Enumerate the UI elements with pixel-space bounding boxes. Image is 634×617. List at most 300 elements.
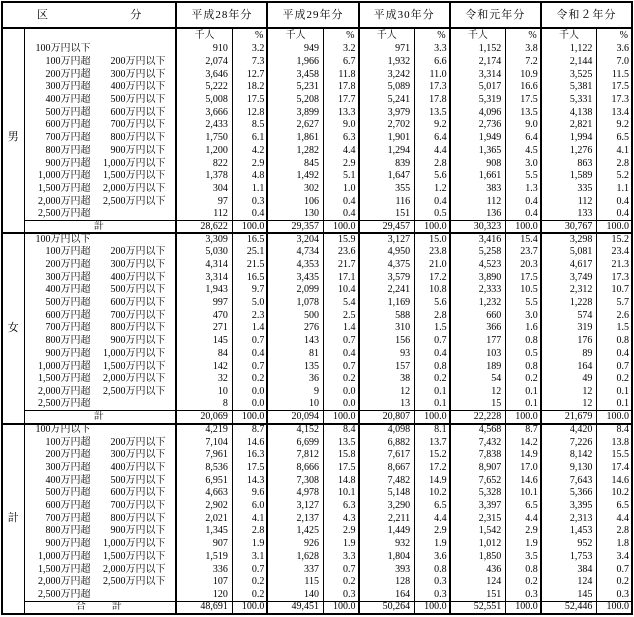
- percent-header: %: [506, 28, 541, 43]
- total-count-cell: 28,622: [176, 221, 232, 234]
- count-cell: 2,736: [450, 119, 506, 132]
- percent-cell: 17.3: [597, 94, 632, 107]
- count-cell: 574: [541, 309, 597, 322]
- percent-cell: 6.1: [232, 132, 267, 145]
- percent-cell: 10.8: [415, 284, 450, 297]
- percent-cell: 0.3: [597, 589, 632, 602]
- bracket-lower: 700万円超: [45, 512, 91, 524]
- count-cell: 7,432: [450, 436, 506, 449]
- percent-cell: 0.7: [597, 360, 632, 373]
- count-cell: 1,378: [176, 170, 232, 183]
- percent-cell: 1.4: [323, 322, 358, 335]
- percent-cell: 0.7: [415, 335, 450, 348]
- count-cell: 189: [450, 360, 506, 373]
- income-bracket-label: [24, 589, 176, 602]
- income-bracket-label: [24, 246, 176, 259]
- count-cell: 5,208: [267, 94, 323, 107]
- percent-cell: 15.5: [597, 449, 632, 462]
- count-cell: 1,661: [450, 170, 506, 183]
- count-cell: 1,012: [450, 538, 506, 551]
- percent-cell: 21.7: [323, 259, 358, 272]
- count-cell: 3,314: [450, 68, 506, 81]
- percent-cell: 9.2: [415, 119, 450, 132]
- subheader-row: [2, 28, 632, 43]
- count-cell: 588: [359, 309, 415, 322]
- percent-cell: 1.9: [323, 538, 358, 551]
- percent-cell: 1.9: [232, 538, 267, 551]
- count-cell: 1,901: [359, 132, 415, 145]
- count-cell: 7,308: [267, 474, 323, 487]
- table-row: [2, 538, 632, 551]
- count-cell: 3,290: [359, 500, 415, 513]
- percent-cell: 2.8: [415, 309, 450, 322]
- bracket-upper: 1,000万円以下: [103, 538, 166, 550]
- percent-cell: 0.0: [232, 386, 267, 399]
- count-cell: 7,652: [450, 474, 506, 487]
- count-cell: 926: [267, 538, 323, 551]
- bracket-lower: 600万円超: [45, 500, 91, 512]
- percent-header: %: [415, 28, 450, 43]
- percent-cell: 0.7: [323, 360, 358, 373]
- percent-cell: 12.7: [232, 68, 267, 81]
- percent-cell: 5.6: [415, 297, 450, 310]
- percent-cell: 0.8: [597, 335, 632, 348]
- percent-header: %: [323, 28, 358, 43]
- gender-label: 計: [2, 424, 24, 614]
- percent-cell: 2.9: [506, 525, 541, 538]
- bracket-lower: 200万円超: [45, 449, 91, 461]
- percent-cell: 8.4: [597, 424, 632, 437]
- count-cell: 5,319: [450, 94, 506, 107]
- income-bracket-label: [24, 233, 176, 246]
- count-cell: 124: [450, 576, 506, 589]
- count-cell: 2,099: [267, 284, 323, 297]
- total-percent-cell: 100.0: [415, 411, 450, 424]
- count-cell: 304: [176, 183, 232, 196]
- count-cell: 5,366: [541, 487, 597, 500]
- percent-cell: 2.9: [232, 157, 267, 170]
- count-cell: 12: [541, 386, 597, 399]
- table-row: [2, 183, 632, 196]
- percent-cell: 21.0: [415, 259, 450, 272]
- bracket-lower: 500万円超: [45, 297, 91, 309]
- percent-cell: 0.7: [232, 563, 267, 576]
- bracket-upper: 500万円以下: [110, 474, 166, 486]
- count-cell: 12: [359, 386, 415, 399]
- count-cell: 5,381: [541, 81, 597, 94]
- count-cell: 5,331: [541, 94, 597, 107]
- percent-cell: 5.4: [323, 297, 358, 310]
- count-cell: 1,294: [359, 145, 415, 158]
- count-cell: 1,850: [450, 551, 506, 564]
- corner-label-right: 分: [130, 8, 142, 21]
- total-count-cell: 22,228: [450, 411, 506, 424]
- table-row: [2, 474, 632, 487]
- percent-cell: 0.4: [506, 208, 541, 221]
- count-cell: 157: [359, 360, 415, 373]
- percent-cell: 4.4: [323, 145, 358, 158]
- count-cell: 84: [176, 348, 232, 361]
- total-count-cell: 29,357: [267, 221, 323, 234]
- count-cell: 5,328: [450, 487, 506, 500]
- percent-cell: 17.5: [597, 81, 632, 94]
- percent-cell: 0.4: [597, 208, 632, 221]
- count-cell: 7,838: [450, 449, 506, 462]
- percent-cell: 7.2: [506, 56, 541, 69]
- count-cell: 89: [541, 348, 597, 361]
- bracket-lower: 200万円超: [45, 68, 91, 80]
- bracket-upper: 700万円以下: [110, 309, 166, 321]
- count-cell: 130: [267, 208, 323, 221]
- percent-cell: 21.5: [232, 259, 267, 272]
- count-cell: 2,312: [541, 284, 597, 297]
- percent-cell: 17.7: [323, 94, 358, 107]
- count-cell: 1,449: [359, 525, 415, 538]
- percent-cell: 0.5: [506, 348, 541, 361]
- corner-label-left: 区: [37, 8, 48, 21]
- bracket-upper: 2,500万円以下: [103, 195, 166, 207]
- count-cell: 2,433: [176, 119, 232, 132]
- bracket-lower: 100万円超: [45, 436, 91, 448]
- count-cell: 8,142: [541, 449, 597, 462]
- percent-cell: 0.7: [323, 563, 358, 576]
- count-cell: 1,200: [176, 145, 232, 158]
- percent-cell: 10.1: [506, 487, 541, 500]
- count-cell: 1,932: [359, 56, 415, 69]
- percent-cell: 0.8: [415, 360, 450, 373]
- percent-cell: 6.3: [323, 500, 358, 513]
- count-cell: 4,098: [359, 424, 415, 437]
- count-cell: 4,568: [450, 424, 506, 437]
- percent-header: %: [232, 28, 267, 43]
- count-cell: 1,232: [450, 297, 506, 310]
- total-count-cell: 20,069: [176, 411, 232, 424]
- income-bracket-label: [24, 462, 176, 475]
- grand-total-row: [2, 601, 632, 614]
- table-row: [2, 157, 632, 170]
- income-bracket-label: [24, 271, 176, 284]
- count-cell: 2,315: [450, 512, 506, 525]
- table-row: [2, 81, 632, 94]
- percent-cell: 5.6: [415, 170, 450, 183]
- count-cell: 839: [359, 157, 415, 170]
- percent-cell: 1.9: [506, 538, 541, 551]
- percent-cell: 17.5: [232, 462, 267, 475]
- bracket-lower: 500万円超: [45, 487, 91, 499]
- percent-cell: 10.5: [506, 284, 541, 297]
- percent-cell: 5.1: [323, 170, 358, 183]
- income-bracket-label: [24, 500, 176, 513]
- percent-cell: 5.5: [506, 170, 541, 183]
- income-bracket-label: [24, 43, 176, 56]
- percent-cell: 0.3: [415, 589, 450, 602]
- percent-cell: 5.5: [506, 297, 541, 310]
- total-percent-cell: 100.0: [232, 601, 267, 614]
- count-cell: 8,666: [267, 462, 323, 475]
- table-row: [2, 145, 632, 158]
- count-cell: 910: [176, 43, 232, 56]
- count-cell: 140: [267, 589, 323, 602]
- income-bracket-label: [24, 360, 176, 373]
- count-cell: 1,589: [541, 170, 597, 183]
- count-cell: 81: [267, 348, 323, 361]
- percent-cell: 8.4: [323, 424, 358, 437]
- total-count-cell: 52,446: [541, 601, 597, 614]
- count-cell: 5,089: [359, 81, 415, 94]
- count-cell: 4,523: [450, 259, 506, 272]
- percent-cell: 0.1: [415, 398, 450, 411]
- percent-cell: 4.1: [232, 512, 267, 525]
- count-cell: 1,453: [541, 525, 597, 538]
- income-table: [1, 1, 633, 615]
- bracket-upper: 200万円以下: [110, 436, 166, 448]
- percent-cell: 8.5: [232, 119, 267, 132]
- income-bracket-label: [24, 183, 176, 196]
- percent-cell: 9.7: [232, 284, 267, 297]
- count-cell: 822: [176, 157, 232, 170]
- count-cell: 907: [176, 538, 232, 551]
- percent-cell: 1.2: [415, 183, 450, 196]
- total-percent-cell: 100.0: [323, 601, 358, 614]
- income-bracket-label: [24, 551, 176, 564]
- total-count-cell: 50,264: [359, 601, 415, 614]
- bracket-lower: 2,000万円超: [38, 385, 91, 397]
- count-cell: 7,226: [541, 436, 597, 449]
- count-cell: 12: [450, 386, 506, 399]
- percent-cell: 1.1: [597, 183, 632, 196]
- percent-cell: 17.5: [506, 271, 541, 284]
- bracket-lower: 300万円超: [45, 271, 91, 283]
- percent-cell: 11.0: [415, 68, 450, 81]
- percent-cell: 10.4: [323, 284, 358, 297]
- count-cell: 1,122: [541, 43, 597, 56]
- table-header: [2, 2, 632, 43]
- percent-cell: 14.9: [415, 474, 450, 487]
- count-cell: 9,130: [541, 462, 597, 475]
- gender-label: 女: [2, 233, 24, 423]
- bracket-lower: 2,500万円超: [38, 398, 91, 410]
- count-cell: 128: [359, 576, 415, 589]
- count-cell: 5,258: [450, 246, 506, 259]
- table-row: [2, 246, 632, 259]
- count-cell: 13: [359, 398, 415, 411]
- percent-cell: 17.8: [415, 94, 450, 107]
- bracket-lower: 900万円超: [45, 538, 91, 550]
- table-row: [2, 322, 632, 335]
- percent-cell: 8.7: [232, 424, 267, 437]
- count-cell: 4,734: [267, 246, 323, 259]
- subtotal-row: [2, 411, 632, 424]
- bracket-upper: 600万円以下: [110, 297, 166, 309]
- bracket-upper: 600万円以下: [110, 487, 166, 499]
- count-cell: 2,074: [176, 56, 232, 69]
- count-cell: 54: [450, 373, 506, 386]
- count-cell: 10: [176, 386, 232, 399]
- table-row: [2, 43, 632, 56]
- count-cell: 470: [176, 309, 232, 322]
- count-cell: 3,458: [267, 68, 323, 81]
- percent-cell: 6.3: [323, 132, 358, 145]
- count-cell: 337: [267, 563, 323, 576]
- count-cell: 4,138: [541, 106, 597, 119]
- count-cell: 1,628: [267, 551, 323, 564]
- bracket-lower: 1,000万円超: [38, 360, 91, 372]
- count-cell: 336: [176, 563, 232, 576]
- bracket-lower: 900万円超: [45, 157, 91, 169]
- table-body: [2, 43, 632, 614]
- percent-cell: 17.3: [597, 271, 632, 284]
- income-bracket-label: [24, 309, 176, 322]
- table-row: [2, 56, 632, 69]
- bracket-lower: 500万円超: [45, 106, 91, 118]
- spacer-cell: [24, 28, 176, 43]
- count-cell: 1,750: [176, 132, 232, 145]
- percent-cell: 5.2: [597, 170, 632, 183]
- count-cell: 932: [359, 538, 415, 551]
- count-cell: 3,127: [359, 233, 415, 246]
- count-cell: 142: [176, 360, 232, 373]
- corner-header-cell: [2, 2, 176, 28]
- total-percent-cell: 100.0: [323, 221, 358, 234]
- year-header: 平成29年分: [267, 2, 358, 28]
- income-bracket-label: [24, 474, 176, 487]
- percent-cell: 4.4: [415, 512, 450, 525]
- percent-cell: 4.4: [597, 512, 632, 525]
- bracket-upper: 2,000万円以下: [103, 373, 166, 385]
- count-cell: 32: [176, 373, 232, 386]
- percent-cell: 0.4: [597, 195, 632, 208]
- income-bracket-label: [24, 398, 176, 411]
- percent-cell: 17.3: [415, 81, 450, 94]
- total-count-cell: 30,323: [450, 221, 506, 234]
- bracket-upper: 1,000万円以下: [103, 157, 166, 169]
- income-bracket-label: [24, 525, 176, 538]
- count-cell: 3,646: [176, 68, 232, 81]
- bracket-lower: 2,500万円超: [38, 588, 91, 600]
- unit-header: 千人: [359, 28, 415, 43]
- bracket-upper: 700万円以下: [110, 119, 166, 131]
- table-row: [2, 487, 632, 500]
- income-bracket-label: [24, 322, 176, 335]
- table-row: [2, 525, 632, 538]
- count-cell: 156: [359, 335, 415, 348]
- total-count-cell: 30,767: [541, 221, 597, 234]
- income-bracket-label: [24, 512, 176, 525]
- table-row: [2, 398, 632, 411]
- bracket-lower: 700万円超: [45, 132, 91, 144]
- bracket-upper: 1,500万円以下: [103, 550, 166, 562]
- spacer-cell: [2, 28, 24, 43]
- income-bracket-label: [24, 576, 176, 589]
- percent-cell: 23.7: [506, 246, 541, 259]
- unit-header: 千人: [267, 28, 323, 43]
- bracket-upper: 800万円以下: [110, 322, 166, 334]
- percent-cell: 0.4: [415, 195, 450, 208]
- count-cell: 177: [450, 335, 506, 348]
- count-cell: 4,950: [359, 246, 415, 259]
- percent-cell: 0.8: [415, 563, 450, 576]
- count-cell: 120: [176, 589, 232, 602]
- bracket-lower: 100万円超: [45, 246, 91, 258]
- bracket-lower: 2,500万円超: [38, 208, 91, 220]
- income-bracket-label: [24, 348, 176, 361]
- percent-cell: 0.1: [506, 386, 541, 399]
- table-row: [2, 284, 632, 297]
- percent-cell: 17.4: [597, 462, 632, 475]
- table-row: [2, 233, 632, 246]
- count-cell: 6,882: [359, 436, 415, 449]
- income-bracket-label: [24, 335, 176, 348]
- count-cell: 93: [359, 348, 415, 361]
- count-cell: 1,949: [450, 132, 506, 145]
- count-cell: 2,902: [176, 500, 232, 513]
- percent-cell: 1.5: [597, 322, 632, 335]
- bracket-lower: 600万円超: [45, 119, 91, 131]
- percent-cell: 0.2: [506, 576, 541, 589]
- count-cell: 8,907: [450, 462, 506, 475]
- percent-cell: 0.2: [323, 373, 358, 386]
- percent-cell: 6.6: [415, 56, 450, 69]
- percent-cell: 3.0: [506, 309, 541, 322]
- bracket-lower: 400万円超: [45, 284, 91, 296]
- percent-cell: 1.4: [232, 322, 267, 335]
- income-bracket-label: [24, 284, 176, 297]
- bracket-upper: 800万円以下: [110, 132, 166, 144]
- count-cell: 1,647: [359, 170, 415, 183]
- count-cell: 4,152: [267, 424, 323, 437]
- count-cell: 1,861: [267, 132, 323, 145]
- percent-cell: 10.9: [506, 68, 541, 81]
- percent-cell: 3.3: [415, 43, 450, 56]
- count-cell: 4,663: [176, 487, 232, 500]
- percent-cell: 3.3: [323, 551, 358, 564]
- percent-cell: 0.7: [323, 335, 358, 348]
- count-cell: 1,966: [267, 56, 323, 69]
- total-count-cell: 29,457: [359, 221, 415, 234]
- percent-cell: 0.2: [232, 373, 267, 386]
- count-cell: 1,425: [267, 525, 323, 538]
- bracket-lower: 1,000万円超: [38, 170, 91, 182]
- income-bracket-label: [24, 195, 176, 208]
- count-cell: 660: [450, 309, 506, 322]
- percent-cell: 0.4: [232, 348, 267, 361]
- percent-cell: 2.9: [323, 525, 358, 538]
- percent-cell: 1.8: [597, 538, 632, 551]
- count-cell: 1,542: [450, 525, 506, 538]
- percent-cell: 10.2: [415, 487, 450, 500]
- table-row: [2, 386, 632, 399]
- count-cell: 8: [176, 398, 232, 411]
- count-cell: 1,753: [541, 551, 597, 564]
- table-row: [2, 170, 632, 183]
- unit-header: 千人: [450, 28, 506, 43]
- percent-cell: 2.9: [323, 157, 358, 170]
- total-percent-cell: 100.0: [323, 411, 358, 424]
- bracket-lower: 1,500万円超: [38, 182, 91, 194]
- corner-header: [37, 10, 141, 21]
- percent-cell: 13.8: [597, 436, 632, 449]
- percent-cell: 10.2: [597, 487, 632, 500]
- percent-cell: 3.5: [506, 551, 541, 564]
- percent-cell: 3.2: [323, 43, 358, 56]
- percent-cell: 2.8: [597, 157, 632, 170]
- count-cell: 2,174: [450, 56, 506, 69]
- count-cell: 7,617: [359, 449, 415, 462]
- percent-cell: 1.9: [415, 538, 450, 551]
- percent-cell: 13.3: [323, 106, 358, 119]
- count-cell: 3,749: [541, 271, 597, 284]
- count-cell: 4,375: [359, 259, 415, 272]
